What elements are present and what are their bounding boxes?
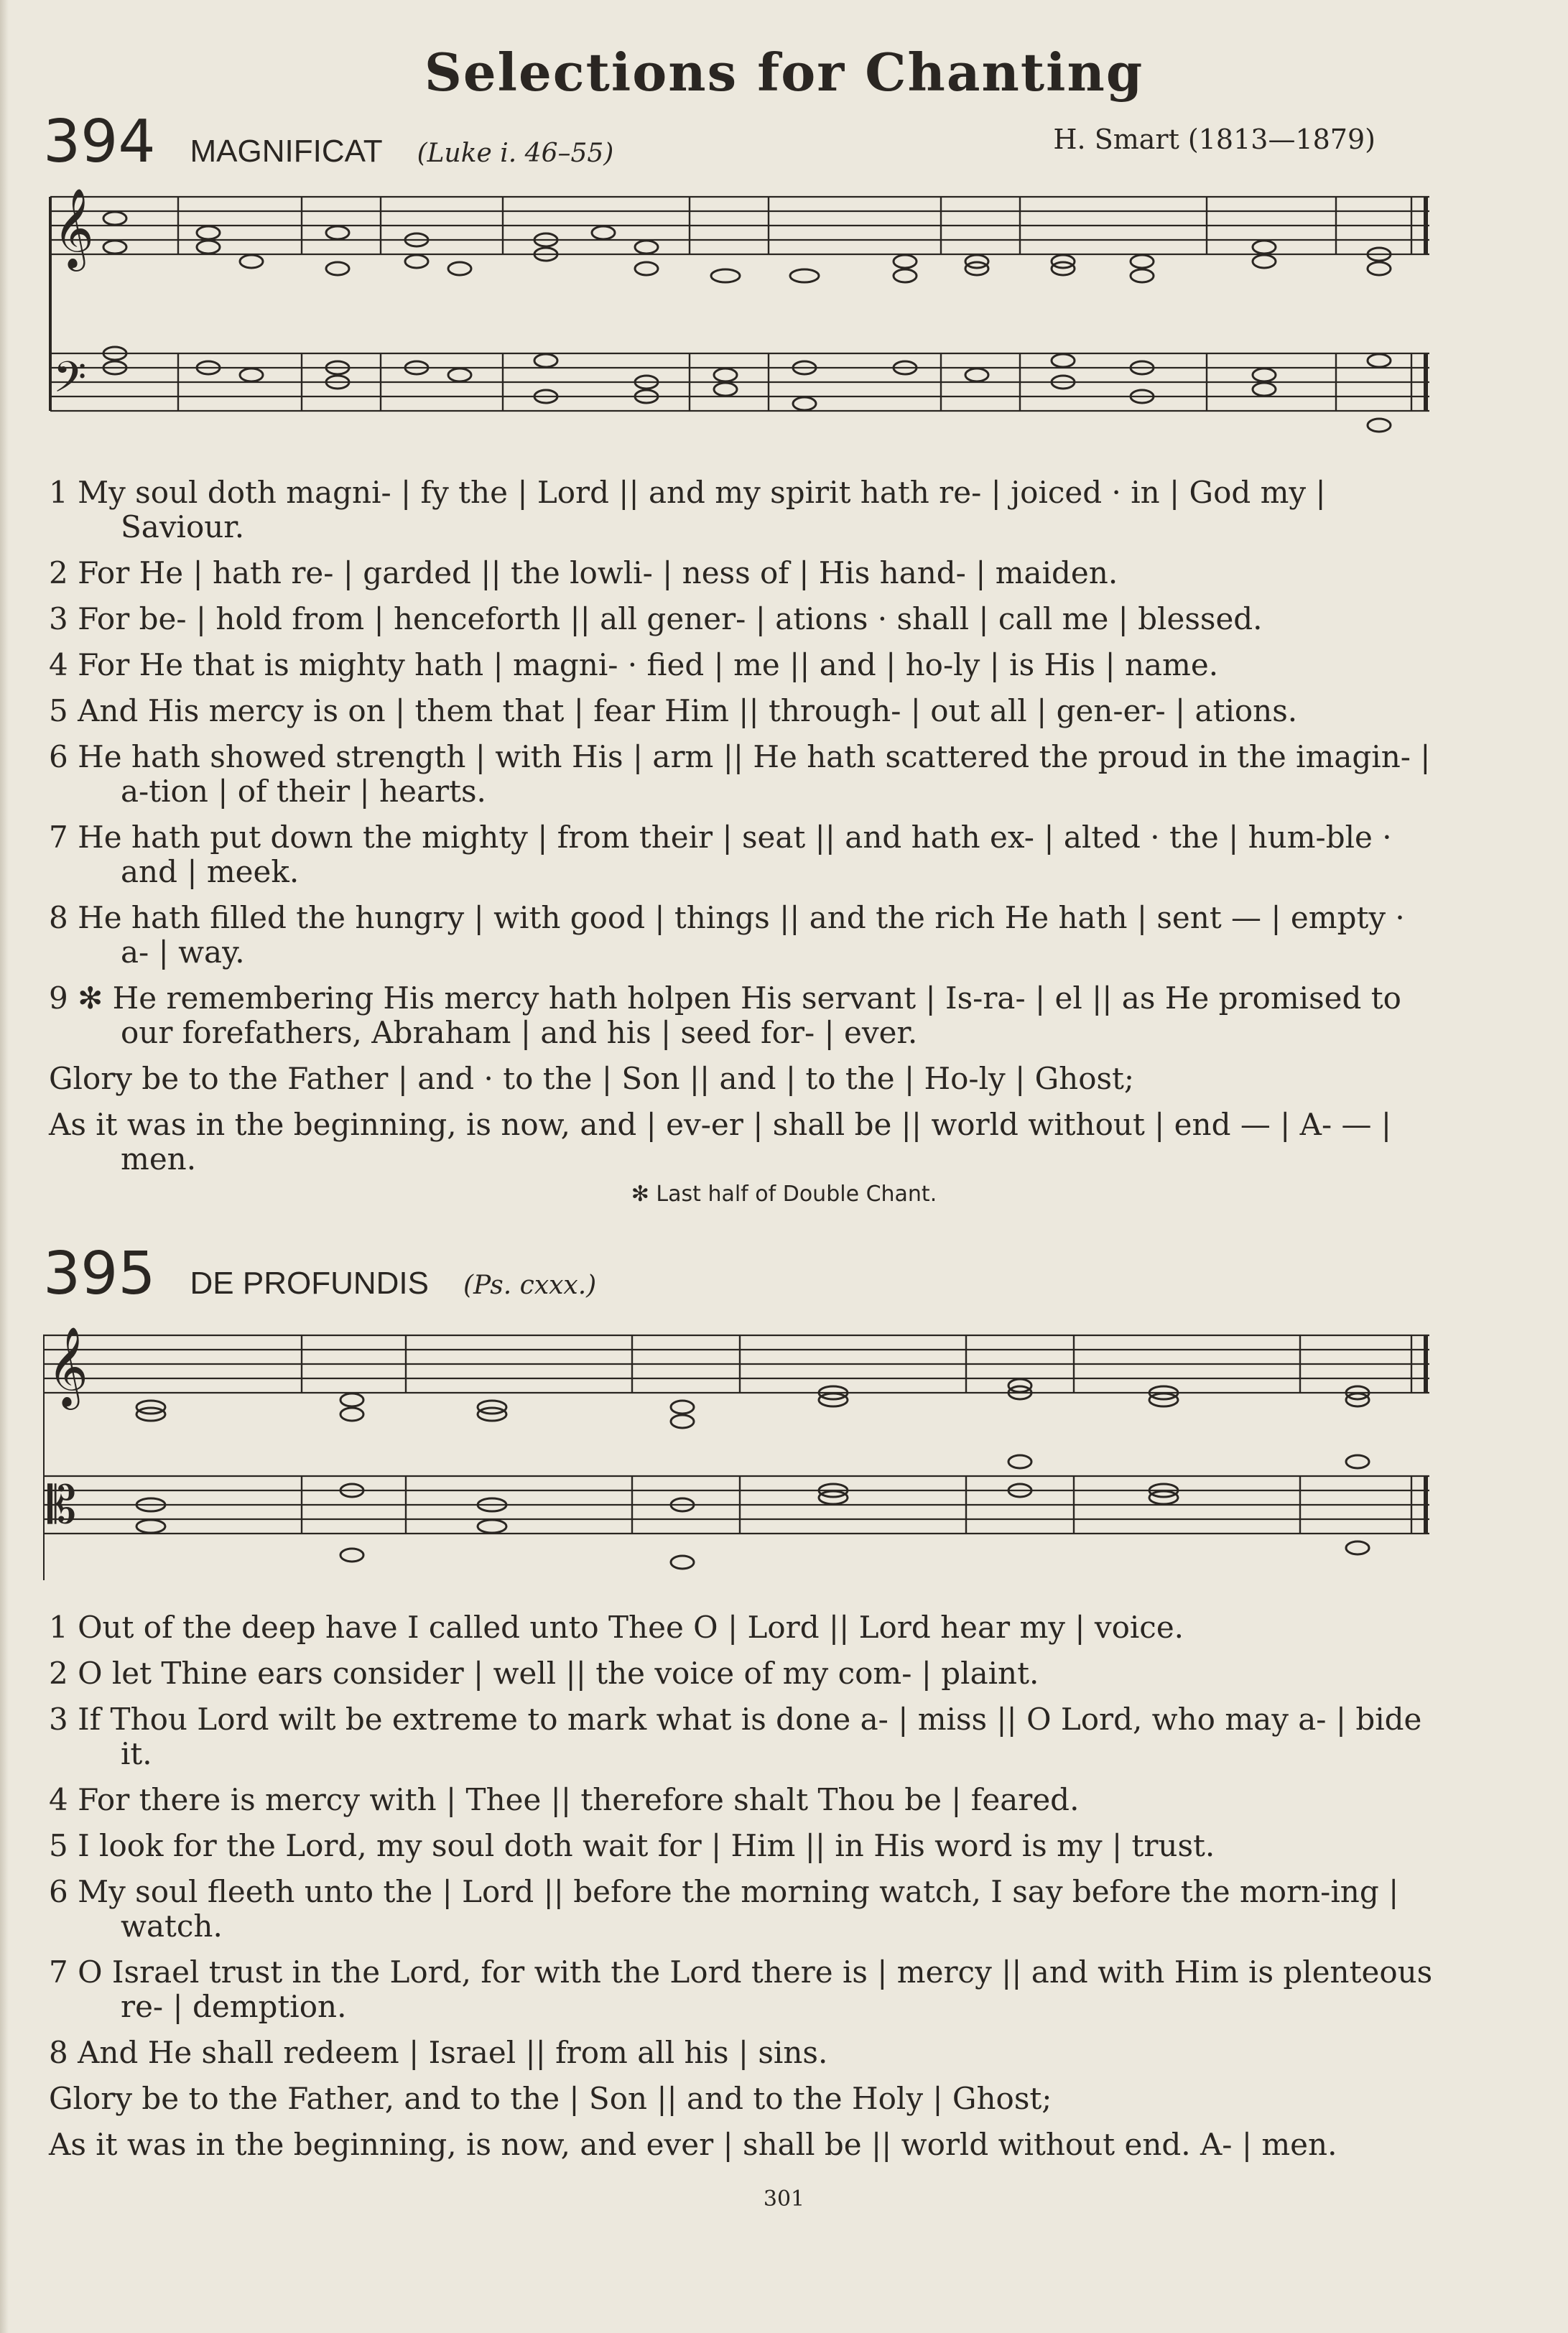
page-number: 301 (763, 2186, 805, 2212)
verse: 2 For He | hath re- | garded || the lowli- | ness of | His hand- | maiden. (49, 555, 1118, 590)
verse: 3 If Thou Lord wilt be extreme to mark what is done a- | miss || O Lord, who may a- | bide it. (49, 1702, 1422, 1771)
verse: 1 My soul doth magni- | fy the | Lord || and my spirit hath re- | joiced · in | God my | Saviour. (49, 475, 1326, 544)
svg-text:𝄢: 𝄢 (53, 352, 87, 412)
verse: 4 For He that is mighty hath | magni- · fied | me || and | ho-ly | is His | name. (49, 647, 1219, 682)
verse: 1 Out of the deep have I called unto Thee O | Lord || Lord hear my | voice. (49, 1610, 1184, 1645)
hymn-395-verses (49, 1610, 1439, 2174)
gloria-line: As it was in the beginning, is now, and | ev-er | shall be || world without | end — | A- — | men. (49, 1107, 1392, 1177)
verse: 2 O let Thine ears consider | well || the voice of my com- | plaint. (49, 1656, 1039, 1691)
verse: 7 He hath put down the mighty | from their | seat || and hath ex- | alted · the | hum-ble · and | meek. (49, 820, 1392, 889)
scripture-reference: (Luke i. 46–55) (417, 139, 614, 168)
composer-credit: H. Smart (1813—1879) (1053, 124, 1376, 155)
verse: 5 I look for the Lord, my soul doth wait for | Him || in His word is my | trust. (49, 1828, 1215, 1863)
hymn-number: 394 (43, 108, 156, 176)
page-edge (0, 0, 9, 2333)
hymn-number: 395 (43, 1240, 156, 1308)
verse: 7 O Israel trust in the Lord, for with the Lord there is | mercy || and with Him is plenteous re- | demption. (49, 1954, 1433, 2024)
svg-text:𝄞: 𝄞 (53, 187, 94, 268)
page-title: Selections for Chanting (424, 42, 1144, 103)
music-score-394 (43, 181, 1437, 447)
hymn-394-header (43, 108, 613, 176)
music-score-395 (43, 1318, 1437, 1584)
hymn-name: DE PROFUNDIS (190, 1266, 429, 1301)
verse: 5 And His mercy is on | them that | fear Him || through- | out all | gen-er- | ations. (49, 693, 1298, 728)
gloria-line: As it was in the beginning, is now, and ever | shall be || world without end. A- | men. (49, 2127, 1337, 2162)
verse: 8 And He shall redeem | Israel || from all his | sins. (49, 2035, 828, 2070)
hymn-395-header (43, 1240, 596, 1308)
scripture-reference: (Ps. cxxx.) (463, 1271, 597, 1300)
verse: 6 He hath showed strength | with His | arm || He hath scattered the proud in the imagin- | a-tion | of their | hearts. (49, 739, 1431, 809)
hymn-394-verses (49, 476, 1439, 1188)
gloria-line: Glory be to the Father | and · to the | Son || and | to the | Ho-ly | Ghost; (49, 1061, 1135, 1096)
svg-text:𝄞: 𝄞 (47, 1326, 88, 1406)
svg-text:𝄡: 𝄡 (47, 1475, 77, 1535)
hymn-name: MAGNIFICAT (190, 134, 383, 169)
verse: 3 For be- | hold from | henceforth || all gener- | ations · shall | call me | blessed. (49, 601, 1263, 636)
verse: 4 For there is mercy with | Thee || therefore shalt Thou be | feared. (49, 1782, 1080, 1817)
footnote: ✻ Last half of Double Chant. (631, 1182, 937, 1207)
verse: 9 ✻ He remembering His mercy hath holpen His servant | Is-ra- | el || as He promised to our forefathers, Abraham | and his | seed for- | ever. (49, 980, 1401, 1050)
verse: 6 My soul fleeth unto the | Lord || before the morning watch, I say before the morn-ing | watch. (49, 1874, 1399, 1944)
verse: 8 He hath filled the hungry | with good | things || and the rich He hath | sent — | empty · a- | way. (49, 900, 1405, 970)
gloria-line: Glory be to the Father, and to the | Son || and to the Holy | Ghost; (49, 2081, 1052, 2116)
